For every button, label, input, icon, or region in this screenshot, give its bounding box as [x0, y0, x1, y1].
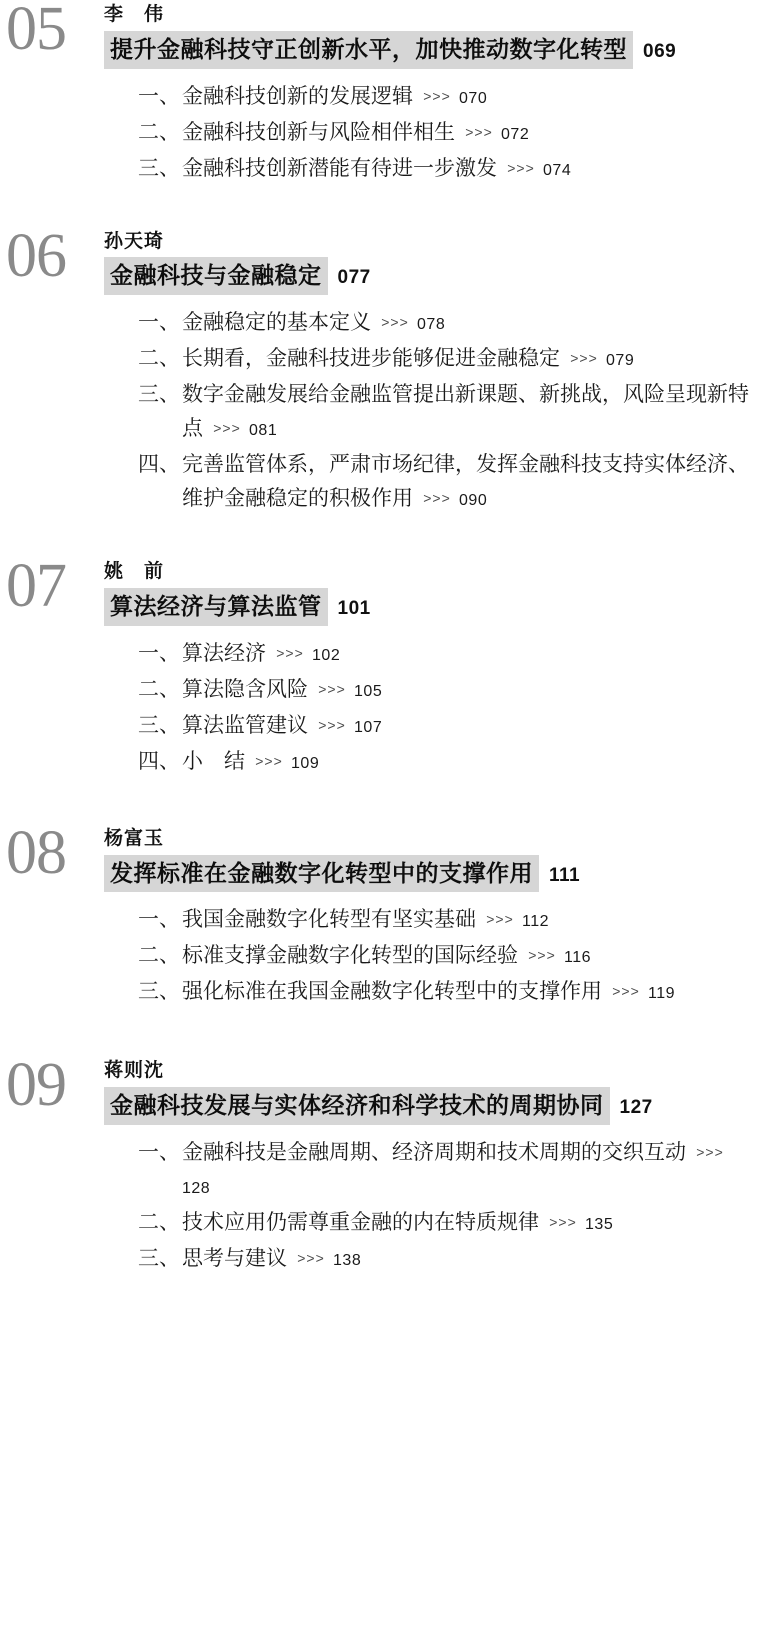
sub-page-number: 107 [354, 718, 383, 736]
entry-title[interactable]: 金融科技与金融稳定 [104, 257, 328, 295]
list-item[interactable] [138, 341, 758, 375]
entry-page-number: 127 [619, 1097, 653, 1119]
sub-page-number: 078 [417, 316, 446, 334]
leader-dots-icon: >>> [381, 314, 409, 331]
entry-title-row [104, 588, 758, 626]
entry-subsections [104, 79, 758, 185]
sub-index: 二、 [138, 119, 180, 144]
entry-subsections [104, 636, 758, 778]
sub-title: 金融科技创新的发展逻辑 [182, 83, 413, 108]
entry-number: 05 [6, 0, 66, 63]
list-item[interactable] [138, 115, 758, 149]
sub-index: 一、 [138, 310, 180, 335]
entry-author: 李 伟 [104, 4, 165, 25]
list-item[interactable] [138, 938, 758, 972]
sub-index: 一、 [138, 83, 180, 108]
sub-title: 算法隐含风险 [182, 676, 308, 701]
leader-dots-icon: >>> [423, 490, 451, 507]
sub-title: 算法经济 [182, 640, 266, 665]
list-item[interactable] [138, 672, 758, 706]
sub-index: 二、 [138, 943, 180, 968]
entry-title-row [104, 1087, 758, 1125]
toc-entry [0, 0, 758, 185]
entry-number: 06 [6, 221, 66, 290]
sub-index: 一、 [138, 640, 180, 665]
entry-title-row [104, 31, 758, 69]
list-item[interactable] [138, 1135, 758, 1203]
entry-subsections [104, 902, 758, 1008]
list-item[interactable] [138, 377, 758, 445]
sub-title: 小 结 [182, 748, 245, 773]
entry-title[interactable]: 发挥标准在金融数字化转型中的支撑作用 [104, 855, 539, 893]
entry-title-row [104, 855, 758, 893]
sub-title: 长期看，金融科技进步能够促进金融稳定 [182, 346, 560, 371]
entry-page-number: 069 [643, 40, 677, 62]
sub-title: 技术应用仍需尊重金融的内在特质规律 [182, 1210, 539, 1235]
entry-number: 07 [6, 552, 66, 621]
sub-title: 算法监管建议 [182, 712, 308, 737]
sub-index: 三、 [138, 382, 180, 407]
entry-number: 09 [6, 1051, 66, 1120]
sub-title: 标准支撑金融数字化转型的国际经验 [182, 943, 518, 968]
sub-title: 完善监管体系，严肃市场纪律，发挥金融科技支持实体经济、维护金融稳定的积极作用 [182, 452, 749, 511]
sub-title: 金融科技创新与风险相伴相生 [182, 119, 455, 144]
leader-dots-icon: >>> [549, 1214, 577, 1231]
sub-title: 金融科技是金融周期、经济周期和技术周期的交织互动 [182, 1139, 686, 1164]
list-item[interactable] [138, 1241, 758, 1275]
sub-page-number: 135 [585, 1216, 614, 1234]
sub-page-number: 072 [501, 125, 530, 143]
sub-page-number: 119 [648, 985, 676, 1003]
entry-author: 孙天琦 [104, 230, 165, 252]
sub-page-number: 116 [564, 949, 592, 967]
list-item[interactable] [138, 708, 758, 742]
sub-page-number: 074 [543, 161, 572, 179]
leader-dots-icon: >>> [276, 644, 304, 661]
entry-page-number: 101 [337, 598, 371, 620]
sub-page-number: 070 [459, 89, 488, 107]
leader-dots-icon: >>> [570, 350, 598, 367]
leader-dots-icon: >>> [255, 752, 283, 769]
list-item[interactable] [138, 305, 758, 339]
sub-title: 思考与建议 [182, 1246, 287, 1271]
leader-dots-icon: >>> [297, 1250, 325, 1267]
list-item[interactable] [138, 1205, 758, 1239]
sub-page-number: 105 [354, 682, 383, 700]
sub-page-number: 138 [333, 1252, 362, 1270]
sub-index: 二、 [138, 1210, 180, 1235]
list-item[interactable] [138, 902, 758, 936]
entry-author: 姚 前 [104, 561, 165, 583]
leader-dots-icon: >>> [528, 947, 556, 964]
entry-number: 08 [6, 818, 66, 887]
list-item[interactable] [138, 447, 758, 515]
sub-index: 四、 [138, 452, 180, 477]
sub-page-number: 079 [606, 352, 635, 370]
leader-dots-icon: >>> [213, 420, 241, 437]
entry-author: 杨富玉 [104, 827, 165, 849]
entry-title[interactable]: 提升金融科技守正创新水平，加快推动数字化转型 [104, 31, 633, 69]
leader-dots-icon: >>> [612, 983, 640, 1000]
toc-entry [0, 1051, 758, 1275]
sub-title: 金融科技创新潜能有待进一步激发 [182, 155, 497, 180]
sub-title: 数字金融发展给金融监管提出新课题、新挑战，风险呈现新特点 [182, 382, 749, 441]
entry-title[interactable]: 算法经济与算法监管 [104, 588, 328, 626]
sub-index: 一、 [138, 1139, 180, 1164]
entry-page-number: 111 [549, 864, 581, 886]
entry-subsections [104, 305, 758, 515]
entry-page-number: 077 [337, 267, 371, 289]
sub-title: 强化标准在我国金融数字化转型中的支撑作用 [182, 979, 602, 1004]
list-item[interactable] [138, 151, 758, 185]
sub-page-number: 081 [249, 422, 278, 440]
sub-page-number: 109 [291, 754, 320, 772]
sub-page-number: 090 [459, 492, 488, 510]
sub-index: 二、 [138, 676, 180, 701]
toc-entry [0, 818, 758, 1009]
leader-dots-icon: >>> [423, 87, 451, 104]
sub-title: 我国金融数字化转型有坚实基础 [182, 907, 476, 932]
sub-page-number: 102 [312, 646, 341, 664]
sub-index: 三、 [138, 712, 180, 737]
leader-dots-icon: >>> [507, 159, 535, 176]
sub-title: 金融稳定的基本定义 [182, 310, 371, 335]
sub-index: 三、 [138, 979, 180, 1004]
list-item[interactable] [138, 744, 758, 778]
sub-index: 三、 [138, 155, 180, 180]
list-item[interactable] [138, 974, 758, 1008]
list-item[interactable] [138, 79, 758, 113]
sub-page-number: 112 [522, 913, 550, 931]
leader-dots-icon: >>> [486, 911, 514, 928]
sub-index: 二、 [138, 346, 180, 371]
entry-subsections [104, 1135, 758, 1275]
list-item[interactable] [138, 636, 758, 670]
entry-title-row [104, 257, 758, 295]
toc-entry [0, 552, 758, 778]
leader-dots-icon: >>> [465, 123, 493, 140]
sub-index: 一、 [138, 907, 180, 932]
leader-dots-icon: >>> [318, 716, 346, 733]
toc-entry [0, 221, 758, 516]
entry-title[interactable]: 金融科技发展与实体经济和科学技术的周期协同 [104, 1087, 610, 1125]
sub-page-number: 128 [182, 1180, 211, 1197]
sub-index: 三、 [138, 1246, 180, 1271]
entry-author: 蒋则沈 [104, 1060, 165, 1082]
leader-dots-icon: >>> [318, 680, 346, 697]
leader-dots-icon: >>> [696, 1143, 724, 1160]
sub-index: 四、 [138, 748, 180, 773]
